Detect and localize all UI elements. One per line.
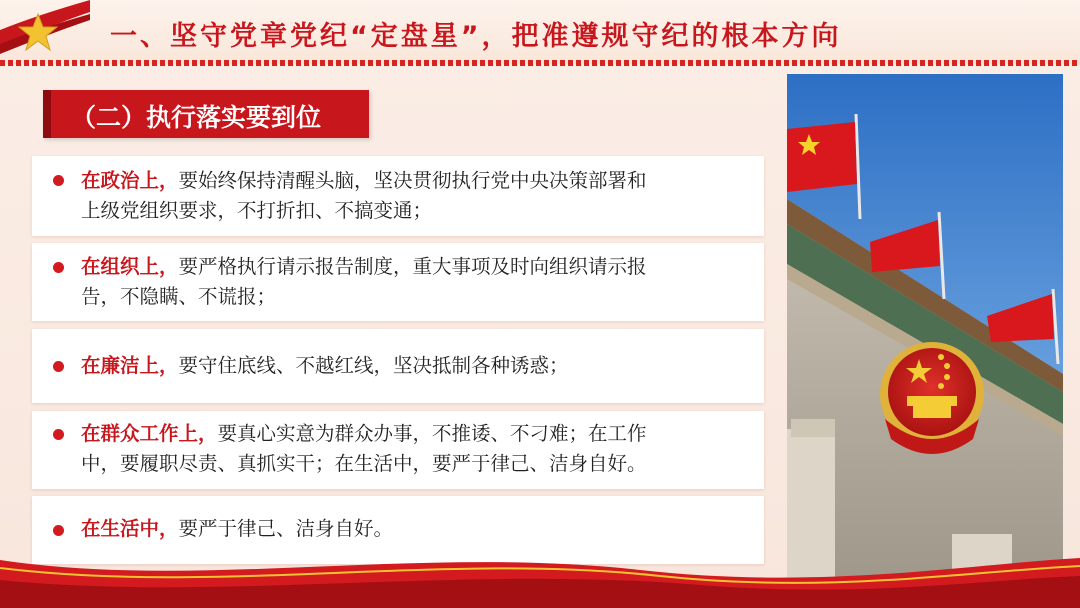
- item-text-line1: 要严于律己、洁身自好。: [178, 517, 394, 540]
- list-item: [32, 243, 764, 321]
- item-key: 在生活中，: [81, 517, 179, 540]
- bullet-dot-icon: [53, 361, 64, 372]
- list-item: [32, 411, 764, 489]
- item-key: 在组织上，: [81, 255, 179, 278]
- list-item: [32, 156, 764, 236]
- item-key: 在廉洁上，: [81, 354, 179, 377]
- item-key: 在政治上，: [81, 169, 179, 192]
- item-text-line2: 中，要履职尽责、真抓实干；在生活中，要严于律己、洁身自好。: [81, 452, 647, 475]
- national-emblem-icon: [880, 342, 984, 454]
- great-hall-illustration: [787, 74, 1063, 584]
- photo-great-hall: [787, 74, 1063, 584]
- item-text-line2: 告，不隐瞒、不谎报；: [81, 285, 277, 308]
- item-text-line1: 要守住底线、不越红线，坚决抵制各种诱惑；: [178, 354, 569, 377]
- section-heading-label: （二）执行落实要到位: [71, 103, 322, 132]
- item-text-line1: 要始终保持清醒头脑，坚决贯彻执行党中央决策部署和: [178, 169, 647, 192]
- bullet-dot-icon: [53, 525, 64, 536]
- item-text-line1: 要真心实意为群众办事，不推诿、不刁难；在工作: [217, 422, 647, 445]
- item-text-line2: 上级党组织要求，不打折扣、不搞变通；: [81, 199, 433, 222]
- page-title: 一、坚守党章党纪“定盘星”，把准遵规守纪的根本方向: [110, 21, 842, 52]
- bullet-dot-icon: [53, 175, 64, 186]
- item-key: 在群众工作上，: [81, 422, 218, 445]
- section-heading: [43, 90, 369, 138]
- list-item: [32, 329, 764, 403]
- header-divider: [0, 60, 1080, 66]
- bullet-dot-icon: [53, 262, 64, 273]
- item-text-line1: 要严格执行请示报告制度，重大事项及时向组织请示报: [178, 255, 647, 278]
- footer-ribbon: [0, 540, 1080, 608]
- bullet-dot-icon: [53, 429, 64, 440]
- star-icon: [18, 12, 58, 52]
